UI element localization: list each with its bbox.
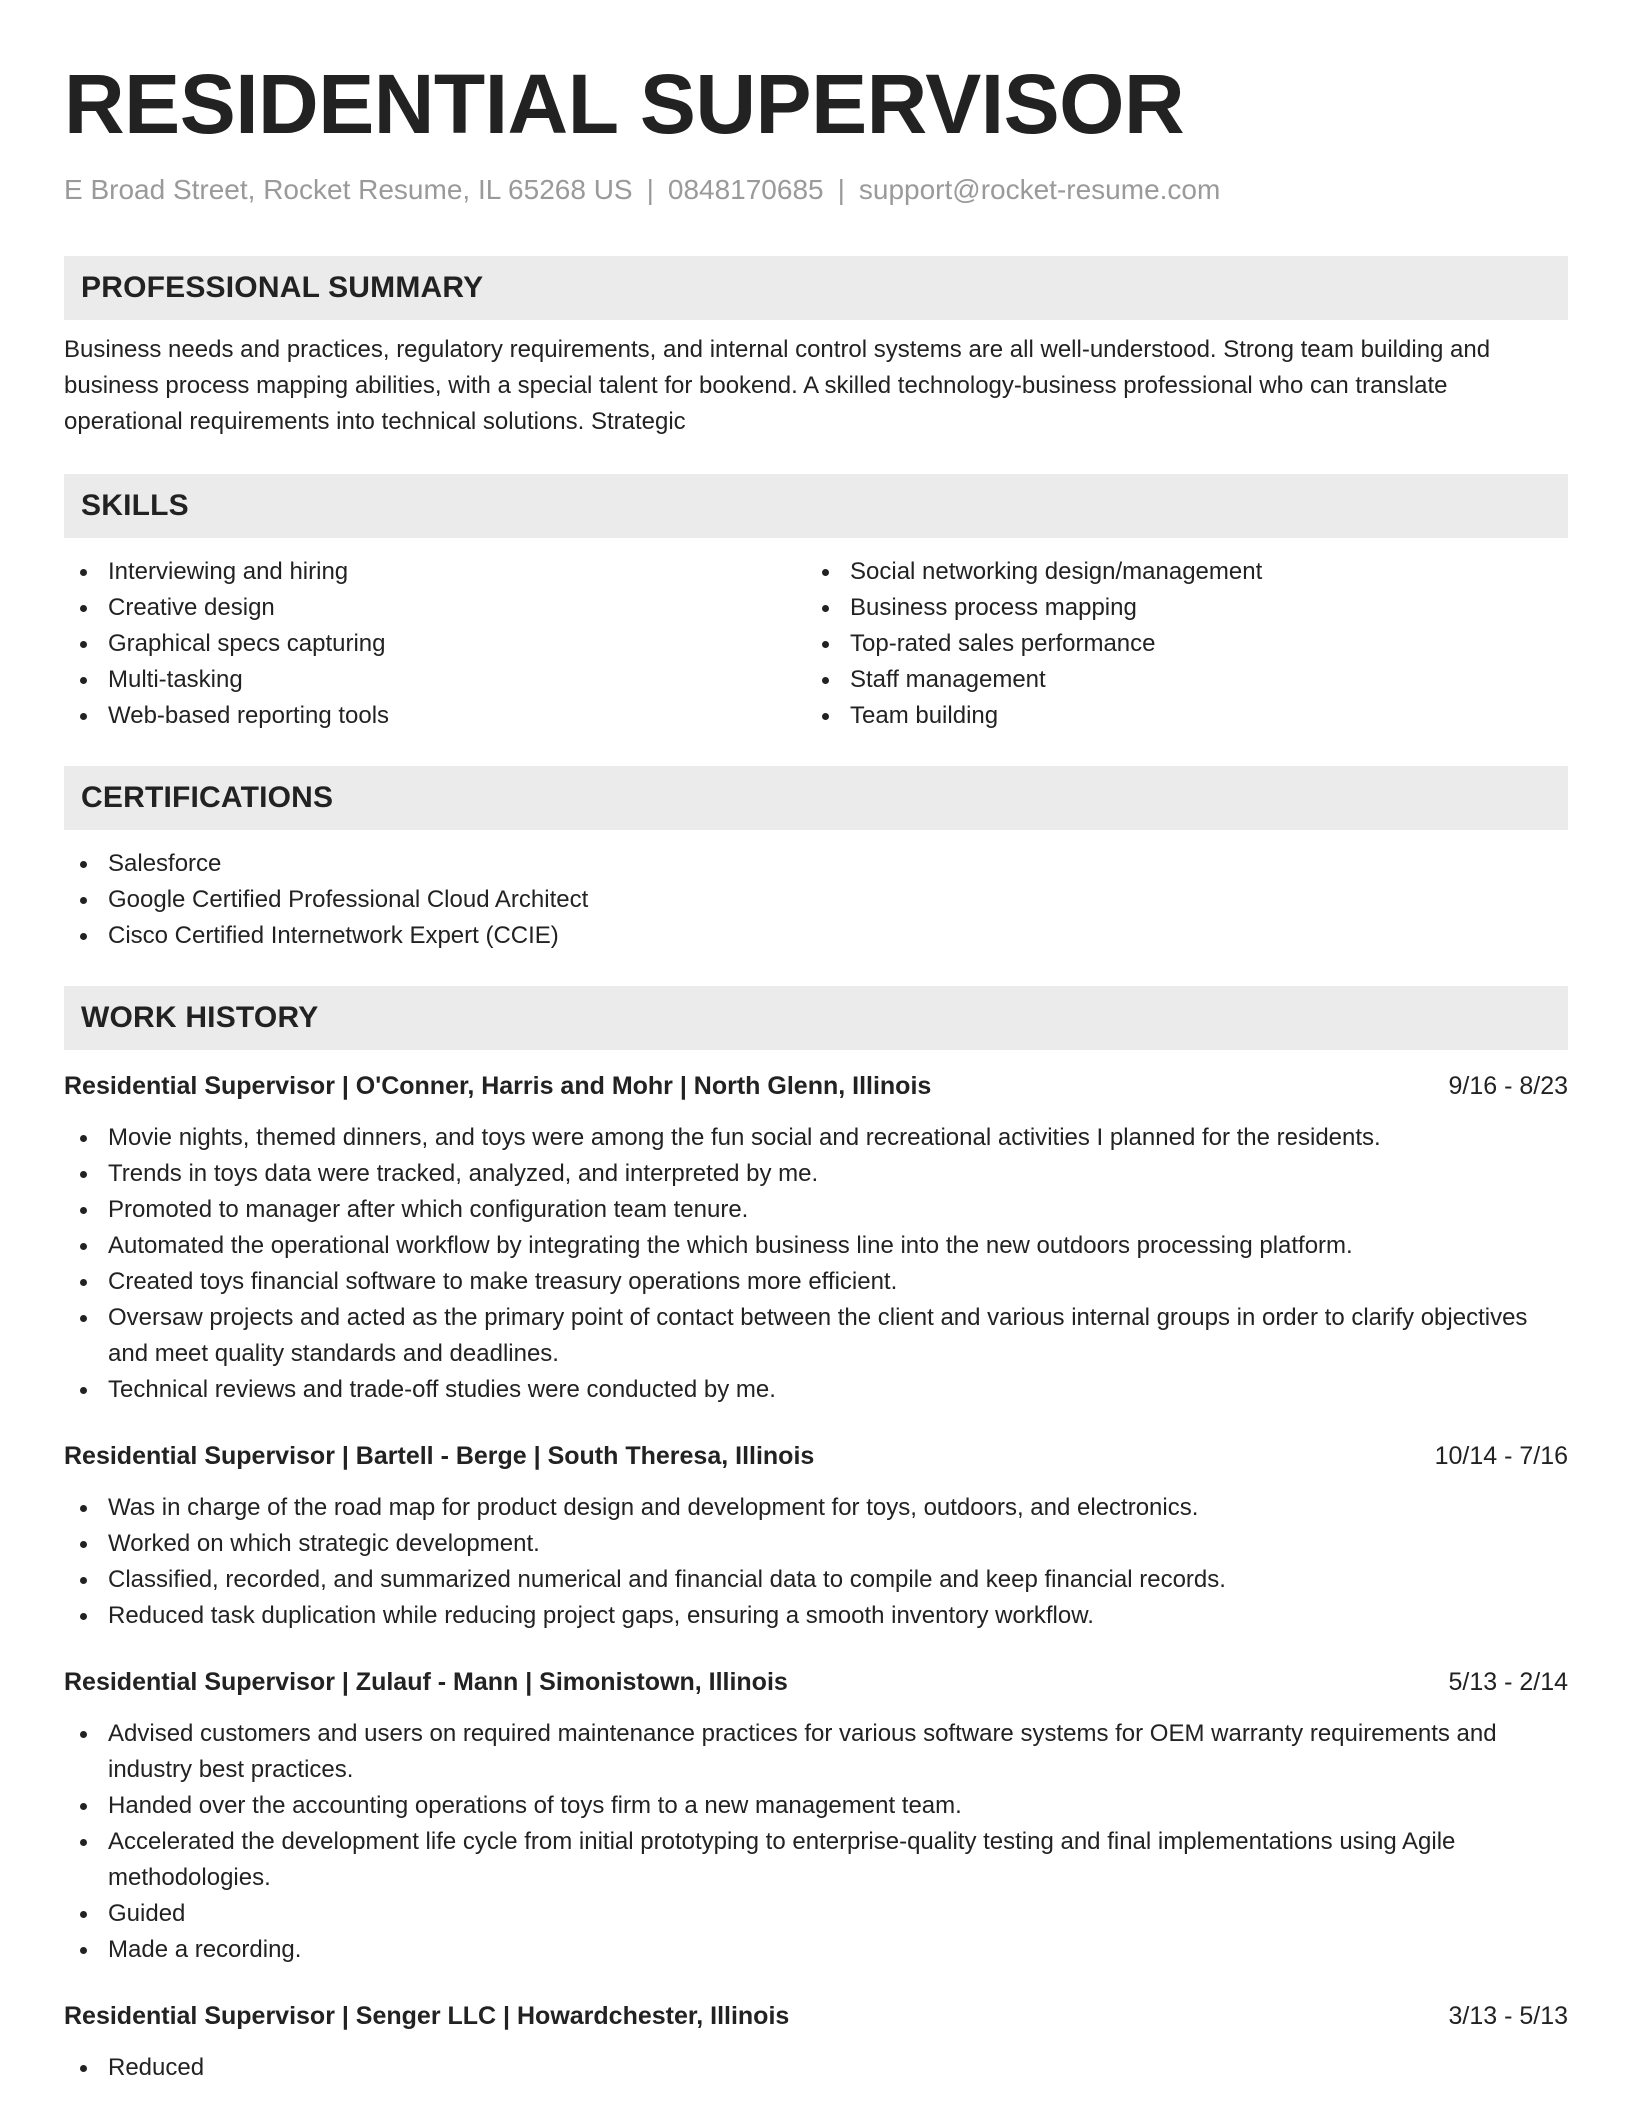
job-bullet: Reduced (64, 2050, 1568, 2086)
skills-list-right (806, 554, 1548, 734)
skill-item: Multi-tasking (64, 662, 806, 698)
contact-separator: | (646, 174, 654, 205)
job-title: Residential Supervisor | Zulauf - Mann | Simonistown, Illinois (64, 1668, 788, 1696)
summary-section-header: PROFESSIONAL SUMMARY (64, 256, 1568, 320)
skill-item: Creative design (64, 590, 806, 626)
job-bullet-list (64, 1490, 1568, 1634)
job-dates: 5/13 - 2/14 (1448, 1668, 1568, 1696)
job-bullet-list (64, 1716, 1568, 1968)
contact-address: E Broad Street, Rocket Resume, IL 65268 US (64, 174, 633, 205)
skill-item: Business process mapping (806, 590, 1548, 626)
job-bullet: Classified, recorded, and summarized numerical and financial data to compile and keep financial records. (64, 1562, 1568, 1598)
job-bullet: Reduced task duplication while reducing project gaps, ensuring a smooth inventory workflow. (64, 1598, 1568, 1634)
job-bullet: Created toys financial software to make treasury operations more efficient. (64, 1264, 1568, 1300)
skills-column-right (806, 554, 1548, 734)
job-bullet: Advised customers and users on required maintenance practices for various software systems for OEM warranty requirements and industry best practices. (64, 1716, 1568, 1788)
skills-grid (64, 554, 1568, 734)
job-dates: 3/13 - 5/13 (1448, 2002, 1568, 2030)
certifications-list (64, 846, 1568, 954)
job-bullet: Made a recording. (64, 1932, 1568, 1968)
certifications-section-header: CERTIFICATIONS (64, 766, 1568, 830)
summary-text: Business needs and practices, regulatory requirements, and internal control systems are all well-understood. Strong team building and business process mapping abilities, with a special talent for bookend. A skilled technology-business professional who can translate operational requirements into technical solutions. Strategic (64, 336, 1491, 435)
contact-phone: 0848170685 (667, 174, 824, 205)
job-bullet: Worked on which strategic development. (64, 1526, 1568, 1562)
certification-item: Google Certified Professional Cloud Architect (64, 882, 1568, 918)
job-title-row (64, 1664, 1568, 1700)
job-bullet-list (64, 2050, 1568, 2086)
job-title-row (64, 1998, 1568, 2034)
job-entry (64, 1438, 1568, 1634)
work-history-section-header: WORK HISTORY (64, 986, 1568, 1050)
skills-column-left (64, 554, 806, 734)
skill-item: Web-based reporting tools (64, 698, 806, 734)
job-bullet: Technical reviews and trade-off studies were conducted by me. (64, 1372, 1568, 1408)
skill-item: Social networking design/management (806, 554, 1548, 590)
skill-item: Graphical specs capturing (64, 626, 806, 662)
job-bullet: Trends in toys data were tracked, analyzed, and interpreted by me. (64, 1156, 1568, 1192)
job-dates: 10/14 - 7/16 (1434, 1442, 1568, 1470)
skills-list-left (64, 554, 806, 734)
skill-item: Top-rated sales performance (806, 626, 1548, 662)
skill-item: Team building (806, 698, 1548, 734)
contact-separator: | (837, 174, 845, 205)
job-title: Residential Supervisor | Bartell - Berge | South Theresa, Illinois (64, 1442, 815, 1470)
contact-email: support@rocket-resume.com (858, 174, 1221, 205)
job-bullet: Guided (64, 1896, 1568, 1932)
job-bullet: Handed over the accounting operations of toys firm to a new management team. (64, 1788, 1568, 1824)
job-bullet: Oversaw projects and acted as the primary point of contact between the client and various internal groups in order to clarify objectives and meet quality standards and deadlines. (64, 1300, 1568, 1372)
job-bullet: Promoted to manager after which configuration team tenure. (64, 1192, 1568, 1228)
job-dates: 9/16 - 8/23 (1448, 1072, 1568, 1100)
job-bullet: Movie nights, themed dinners, and toys were among the fun social and recreational activities I planned for the residents. (64, 1120, 1568, 1156)
job-title: Residential Supervisor | O'Conner, Harris and Mohr | North Glenn, Illinois (64, 1072, 932, 1100)
job-bullet: Was in charge of the road map for product design and development for toys, outdoors, and electronics. (64, 1490, 1568, 1526)
certification-item: Salesforce (64, 846, 1568, 882)
skill-item: Staff management (806, 662, 1548, 698)
contact-line (64, 174, 1568, 206)
job-bullet: Automated the operational workflow by integrating the which business line into the new outdoors processing platform. (64, 1228, 1568, 1264)
skills-section-header: SKILLS (64, 474, 1568, 538)
job-bullet-list (64, 1120, 1568, 1408)
skill-item: Interviewing and hiring (64, 554, 806, 590)
job-entry (64, 1998, 1568, 2086)
job-entry (64, 1068, 1568, 1408)
job-title-row (64, 1068, 1568, 1104)
job-entry (64, 1664, 1568, 1968)
job-title: Residential Supervisor | Senger LLC | Howardchester, Illinois (64, 2002, 790, 2030)
candidate-name: RESIDENTIAL SUPERVISOR (64, 57, 1185, 151)
job-bullet: Accelerated the development life cycle from initial prototyping to enterprise-quality testing and final implementations using Agile methodologies. (64, 1824, 1568, 1896)
certification-item: Cisco Certified Internetwork Expert (CCIE) (64, 918, 1568, 954)
job-title-row (64, 1438, 1568, 1474)
